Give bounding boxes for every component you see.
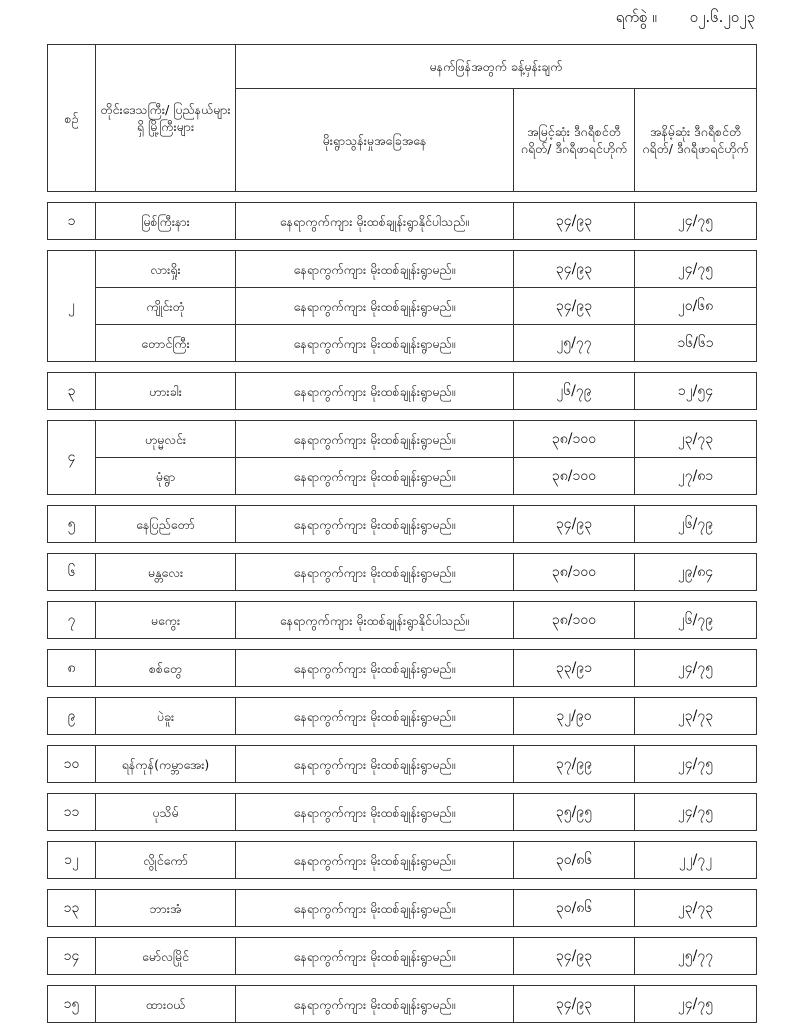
min-temp-cell: ၂၀/၆၈ [635, 288, 757, 325]
min-temp-cell: ၂၄/၇၅ [635, 251, 757, 288]
row-number-cell: ၅ [48, 506, 96, 543]
rain-forecast-cell: နေရာကွက်ကျား မိုးထစ်ချုန်းရွာမည်။ [236, 251, 514, 288]
min-temp-cell: ၁၆/၆၁ [635, 325, 757, 362]
rain-forecast-cell: နေရာကွက်ကျား မိုးထစ်ချုန်းရွာမည်။ [236, 698, 514, 735]
spacer-cell [48, 591, 757, 602]
rain-forecast-cell: နေရာကွက်ကျား မိုးထစ်ချုန်းရွာမည်။ [236, 421, 514, 458]
row-number-cell: ၆ [48, 554, 96, 591]
table-row [48, 421, 757, 458]
max-temp-cell: ၃၄/၉၃ [514, 203, 635, 240]
city-cell: ဟားခါး [96, 373, 236, 410]
spacer-cell [48, 543, 757, 554]
table-row [48, 938, 757, 975]
max-temp-cell: ၃၈/၁၀၀ [514, 458, 635, 495]
spacer-cell [48, 192, 757, 203]
group-spacer [48, 975, 757, 986]
city-cell: စစ်တွေ [96, 650, 236, 687]
min-temp-cell: ၂၄/၇၅ [635, 794, 757, 831]
min-temp-cell: ၂၆/၇၉ [635, 602, 757, 639]
table-row [48, 251, 757, 288]
rain-forecast-cell: နေရာကွက်ကျား မိုးထစ်ချုန်းရွာမည်။ [236, 325, 514, 362]
table-row [48, 890, 757, 927]
max-temp-cell: ၃၃/၉၁ [514, 650, 635, 687]
city-cell: မန္တလေး [96, 554, 236, 591]
rain-forecast-cell: နေရာကွက်ကျား မိုးထစ်ချုန်းရွာမည်။ [236, 746, 514, 783]
city-cell: ရန်ကုန်(ကမ္ဘာအေး) [96, 746, 236, 783]
row-number-cell: ၃ [48, 373, 96, 410]
max-temp-cell: ၂၅/၇၇ [514, 325, 635, 362]
date-value: ၀၂.၆.၂၀၂၃ [689, 8, 755, 26]
spacer-cell [48, 639, 757, 650]
group-spacer [48, 543, 757, 554]
rain-forecast-cell: နေရာကွက်ကျား မိုးထစ်ချုန်းရွာမည်။ [236, 458, 514, 495]
group-spacer [48, 735, 757, 746]
table-row [48, 554, 757, 591]
city-cell: ပုသိမ် [96, 794, 236, 831]
row-number-cell: ၂ [48, 251, 96, 362]
rain-forecast-cell: နေရာကွက်ကျား မိုးထစ်ချုန်းရွာမည်။ [236, 938, 514, 975]
max-temp-cell: ၃၇/၉၉ [514, 746, 635, 783]
table-row [48, 602, 757, 639]
min-temp-cell: ၂၂/၇၂ [635, 842, 757, 879]
rain-forecast-cell: နေရာကွက်ကျား မိုးထစ်ချုန်းရွာမည်။ [236, 373, 514, 410]
row-number-cell: ၈ [48, 650, 96, 687]
min-temp-cell: ၂၄/၇၅ [635, 203, 757, 240]
spacer-cell [48, 495, 757, 506]
row-number-cell: ၉ [48, 698, 96, 735]
max-temp-cell: ၃၅/၉၅ [514, 794, 635, 831]
max-temp-cell: ၃၂/၉၀ [514, 698, 635, 735]
row-number-cell: ၁ [48, 203, 96, 240]
group-spacer [48, 927, 757, 938]
table-body [48, 192, 757, 1023]
date-label: ရက်စွဲ ။ [615, 8, 657, 26]
max-temp-cell: ၃၄/၉၃ [514, 986, 635, 1023]
city-cell: တောင်ကြီး [96, 325, 236, 362]
city-cell: ကျိုင်းတုံ [96, 288, 236, 325]
max-temp-cell: ၃၀/၈၆ [514, 842, 635, 879]
rain-forecast-cell: နေရာကွက်ကျား မိုးထစ်ချုန်းရွာနိုင်ပါသည်။ [236, 602, 514, 639]
group-spacer [48, 410, 757, 421]
table-row [48, 458, 757, 495]
rain-forecast-cell: နေရာကွက်ကျား မိုးထစ်ချုန်းရွာမည်။ [236, 890, 514, 927]
row-number-cell: ၁၁ [48, 794, 96, 831]
min-temp-cell: ၂၆/၇၉ [635, 506, 757, 543]
min-temp-cell: ၂၃/၇၃ [635, 890, 757, 927]
max-temp-cell: ၃၈/၁၀၀ [514, 602, 635, 639]
rain-forecast-cell: နေရာကွက်ကျား မိုးထစ်ချုန်းရွာမည်။ [236, 506, 514, 543]
header-forecast-group: မနက်ဖြန်အတွက် ခန့်မှန်းချက် [236, 45, 757, 89]
row-number-cell: ၁၄ [48, 938, 96, 975]
min-temp-cell: ၁၂/၅၄ [635, 373, 757, 410]
header-rain-forecast: မိုးရွာသွန်းမှုအခြေအနေ [236, 89, 514, 192]
row-number-cell: ၇ [48, 602, 96, 639]
table-row [48, 698, 757, 735]
row-number-cell: ၁၅ [48, 986, 96, 1023]
header-region: တိုင်းဒေသကြီး/ ပြည်နယ်များရှိ မြို့ကြီးများ [96, 45, 236, 192]
spacer-cell [48, 927, 757, 938]
min-temp-cell: ၂၃/၇၃ [635, 698, 757, 735]
group-spacer [48, 783, 757, 794]
table-row [48, 986, 757, 1023]
group-spacer [48, 240, 757, 251]
group-spacer [48, 879, 757, 890]
document-date [616, 8, 755, 30]
row-number-cell: ၄ [48, 421, 96, 495]
spacer-cell [48, 783, 757, 794]
max-temp-cell: ၃၈/၁၀၀ [514, 421, 635, 458]
spacer-cell [48, 975, 757, 986]
rain-forecast-cell: နေရာကွက်ကျား မိုးထစ်ချုန်းရွာမည်။ [236, 986, 514, 1023]
min-temp-cell: ၂၄/၇၅ [635, 986, 757, 1023]
row-number-cell: ၁၃ [48, 890, 96, 927]
row-number-cell: ၁၂ [48, 842, 96, 879]
city-cell: မုံရွာ [96, 458, 236, 495]
table-row [48, 325, 757, 362]
spacer-cell [48, 362, 757, 373]
city-cell: ထားဝယ် [96, 986, 236, 1023]
group-spacer [48, 591, 757, 602]
rain-forecast-cell: နေရာကွက်ကျား မိုးထစ်ချုန်းရွာမည်။ [236, 554, 514, 591]
max-temp-cell: ၃၈/၁၀၀ [514, 554, 635, 591]
group-spacer [48, 362, 757, 373]
table-row [48, 842, 757, 879]
spacer-cell [48, 879, 757, 890]
spacer-cell [48, 687, 757, 698]
group-spacer [48, 192, 757, 203]
max-temp-cell: ၃၀/၈၆ [514, 890, 635, 927]
city-cell: ဟုမ္မလင်း [96, 421, 236, 458]
rain-forecast-cell: နေရာကွက်ကျား မိုးထစ်ချုန်းရွာမည်။ [236, 650, 514, 687]
table-row [48, 746, 757, 783]
spacer-cell [48, 240, 757, 251]
table-row [48, 794, 757, 831]
max-temp-cell: ၃၄/၉၃ [514, 288, 635, 325]
table-row [48, 288, 757, 325]
min-temp-cell: ၂၅/၇၇ [635, 938, 757, 975]
max-temp-cell: ၃၄/၉၃ [514, 938, 635, 975]
min-temp-cell: ၂၄/၇၅ [635, 746, 757, 783]
city-cell: မြစ်ကြီးနား [96, 203, 236, 240]
header-no: စဉ် [48, 45, 96, 192]
max-temp-cell: ၃၄/၉၃ [514, 251, 635, 288]
weather-forecast-table [47, 44, 757, 1023]
table-row [48, 203, 757, 240]
rain-forecast-cell: နေရာကွက်ကျား မိုးထစ်ချုန်းရွာမည်။ [236, 794, 514, 831]
min-temp-cell: ၂၃/၇၃ [635, 421, 757, 458]
max-temp-cell: ၂၆/၇၉ [514, 373, 635, 410]
header-max-temp: အမြင့်ဆုံး ဒီဂရီစင်တီဂရိတ်/ ဒီဂရီဖာရင်ဟိုက် [514, 89, 635, 192]
city-cell: ပဲခူး [96, 698, 236, 735]
rain-forecast-cell: နေရာကွက်ကျား မိုးထစ်ချုန်းရွာမည်။ [236, 288, 514, 325]
table-row [48, 650, 757, 687]
city-cell: လွိုင်ကော် [96, 842, 236, 879]
city-cell: မကွေး [96, 602, 236, 639]
group-spacer [48, 639, 757, 650]
rain-forecast-cell: နေရာကွက်ကျား မိုးထစ်ချုန်းရွာမည်။ [236, 842, 514, 879]
min-temp-cell: ၂၉/၈၄ [635, 554, 757, 591]
city-cell: မော်လမြိုင် [96, 938, 236, 975]
row-number-cell: ၁၀ [48, 746, 96, 783]
table-row [48, 373, 757, 410]
group-spacer [48, 831, 757, 842]
table-row [48, 506, 757, 543]
spacer-cell [48, 410, 757, 421]
header-min-temp: အနိမ့်ဆုံး ဒီဂရီစင်တီဂရိတ်/ ဒီဂရီဖာရင်ဟိုက် [635, 89, 757, 192]
group-spacer [48, 687, 757, 698]
spacer-cell [48, 831, 757, 842]
min-temp-cell: ၂၄/၇၅ [635, 650, 757, 687]
group-spacer [48, 495, 757, 506]
city-cell: နေပြည်တော် [96, 506, 236, 543]
rain-forecast-cell: နေရာကွက်ကျား မိုးထစ်ချုန်းရွာနိုင်ပါသည်။ [236, 203, 514, 240]
max-temp-cell: ၃၄/၉၃ [514, 506, 635, 543]
city-cell: လားရှိုး [96, 251, 236, 288]
min-temp-cell: ၂၇/၈၁ [635, 458, 757, 495]
city-cell: ဘားအံ [96, 890, 236, 927]
spacer-cell [48, 735, 757, 746]
